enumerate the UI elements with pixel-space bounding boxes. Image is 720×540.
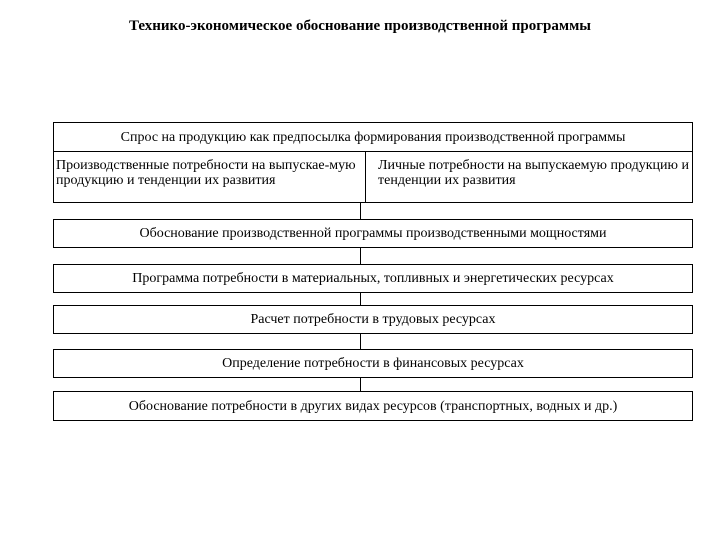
box-labor: Расчет потребности в трудовых ресурсах [53,305,693,334]
connector [360,333,361,349]
box-other: Обоснование потребности в других видах ресурсов (транспортных, водных и др.) [53,391,693,421]
box-capacity: Обоснование производственной программы производственными мощностями [53,219,693,248]
connector [360,247,361,264]
box-materials: Программа потребности в материальных, топливных и энергетических ресурсах [53,264,693,293]
box-finance: Определение потребности в финансовых ресурсах [53,349,693,378]
box-production-needs: Производственные потребности на выпускае-мую продукцию и тенденции их развития [53,151,366,203]
diagram-title: Технико-экономическое обоснование производственной программы [128,18,592,34]
box-personal-needs: Личные потребности на выпускаемую продукцию и тенденции их развития [365,151,693,203]
connector [360,202,361,219]
box-demand: Спрос на продукцию как предпосылка формирования производственной программы [53,122,693,152]
connector [360,377,361,391]
connector [360,292,361,305]
